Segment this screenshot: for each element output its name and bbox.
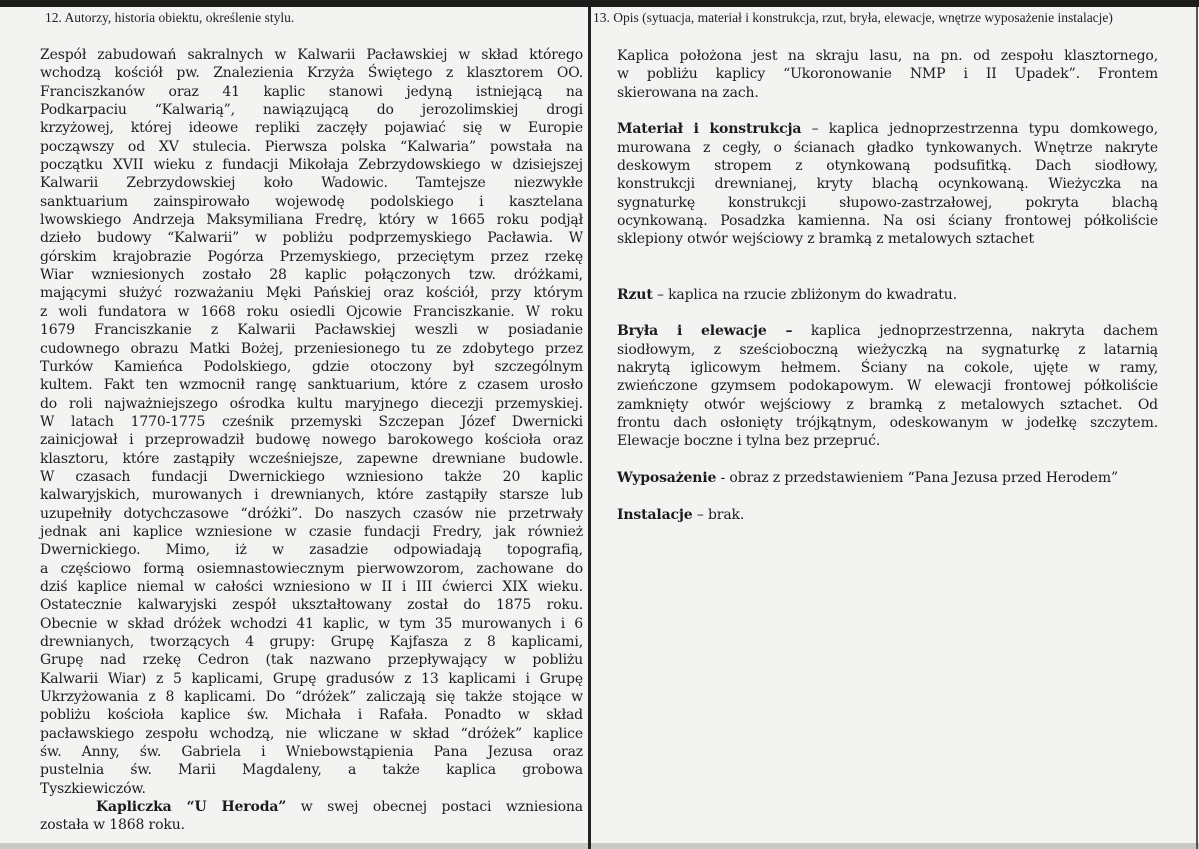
history-text-line <box>40 780 583 798</box>
line-text: sanktuarium zainspirowało wojewodę podolskiego i kasztelana <box>40 193 583 210</box>
column-divider <box>588 7 591 849</box>
line-text: – brak. <box>692 506 745 523</box>
blank-line <box>617 102 1158 120</box>
line-text: kaplica jednoprzestrzenna, nakryta dachem <box>792 323 1158 340</box>
line-text: – kaplica na rzucie zbliżonym do kwadratu. <box>652 286 957 303</box>
line-text: Dwernickiego. Mimo, iż w zasadzie odpowiadają topografią, <box>40 542 583 559</box>
line-text: krzyżowej, której ideowe repliki zaczęły pojawiać się w Europie <box>40 120 583 137</box>
blank-line <box>617 267 1158 285</box>
history-text-line <box>40 413 583 431</box>
section-12-heading: 12. Autorzy, historia obiektu, określenie stylu. <box>45 10 295 25</box>
description-text-line <box>617 194 1158 212</box>
description-text-line <box>617 120 1158 138</box>
line-text: lwowskiego Andrzeja Maksymiliana Fredrę, który w 1665 roku podjął <box>40 212 583 229</box>
history-text-line <box>40 340 583 358</box>
history-text-line <box>40 468 583 486</box>
bold-term: Bryła i elewacje – <box>617 323 793 340</box>
line-text: klasztoru, które zastąpiły wcześniejsze, zapewne drewniane budowle. <box>40 450 583 467</box>
line-text: Ukrzyżowania z 8 kaplicami. Do “dróżek” zaliczają się także stojące w <box>40 689 583 706</box>
line-text: murowana z cegły, o ścianach gładko tynkowanych. Wnętrze nakryte <box>617 139 1158 156</box>
line-text: Turków Kamieńca Podolskiego, gdzie otoczony był szczególnym <box>40 358 583 375</box>
line-text: mającymi służyć rozważaniu Męki Pańskiej oraz kościół, przy którym <box>40 285 583 302</box>
blank-line <box>617 304 1158 322</box>
history-text-line <box>40 523 583 541</box>
description-text-line <box>617 286 1158 304</box>
history-text-line <box>40 248 583 266</box>
line-text: Kaplica położona jest na skraju lasu, na pn. od zespołu klasztornego, <box>617 48 1158 64</box>
bold-term: Materiał i konstrukcja <box>617 121 802 138</box>
description-text-line <box>617 506 1158 524</box>
history-text-line <box>40 505 583 523</box>
history-text-line <box>40 725 583 743</box>
line-text: - obraz z przedstawieniem “Pana Jezusa przed Herodem” <box>716 470 1118 487</box>
line-text: górskim krajobrazie Pogórza Przemyskiego, przeciętym przez rzekę <box>40 248 583 265</box>
blank-line <box>617 249 1158 267</box>
description-text-line <box>617 322 1158 340</box>
description-text-line <box>617 230 1158 248</box>
history-text-line <box>40 615 583 633</box>
history-text-line <box>40 596 583 614</box>
history-text-line <box>40 541 583 559</box>
history-text-line <box>40 395 583 413</box>
description-text-line <box>617 84 1158 102</box>
line-text: Franciszkanów oraz 41 kaplic stanowi jedyną istniejącą na <box>40 83 583 100</box>
line-text: zamknięty otwór wejściowy z bramką z metalowych sztachet. Od <box>617 396 1158 413</box>
blank-line <box>617 487 1158 505</box>
line-text: św. Anny, św. Gabriela i Wniebowstąpienia Pana Jezusa oraz <box>40 744 583 761</box>
history-text-line <box>40 229 583 247</box>
history-text-line <box>40 211 583 229</box>
line-text: W czasach fundacji Dwernickiego wzniesiono także 20 kaplic <box>40 468 583 485</box>
line-text: dzieło budowy “Kalwarii” w pobliżu podprzemyskiego Pacławia. W <box>40 230 583 247</box>
line-text: pobliżu kościoła kaplice św. Michała i Rafała. Ponadto w skład <box>40 707 583 724</box>
history-text-line <box>40 156 583 174</box>
history-text-line <box>40 119 583 137</box>
bold-term: Instalacje <box>617 506 693 523</box>
line-text: deskowym stropem z otynkowaną podsufitką. Dach siodłowy, <box>617 158 1158 175</box>
line-text: cudownego obrazu Matki Bożej, przeniesionego tu ze zdobytego przez <box>40 340 583 357</box>
history-text-line <box>40 688 583 706</box>
history-text-line <box>40 174 583 192</box>
description-text-column <box>617 47 1158 524</box>
description-text-line <box>617 65 1158 83</box>
line-text: Zespół zabudowań sakralnych w Kalwarii Pacławskiej w skład którego <box>40 47 583 63</box>
history-text-line <box>40 64 583 82</box>
history-text-line <box>40 284 583 302</box>
history-text-line <box>40 670 583 688</box>
description-text-line <box>617 175 1158 193</box>
line-text: ocynkowaną. Posadzka kamienna. Na osi ściany frontowej półkoliście <box>617 213 1158 230</box>
scan-top-edge <box>0 0 1199 7</box>
line-text: Tyszkiewiczów. <box>40 780 146 797</box>
page-right-border <box>1196 7 1198 849</box>
description-text-line <box>617 432 1158 450</box>
history-text-line <box>40 560 583 578</box>
description-text-line <box>617 396 1158 414</box>
history-text-line <box>40 486 583 504</box>
description-text-line <box>617 377 1158 395</box>
history-text-line <box>40 633 583 651</box>
history-text-line <box>40 321 583 339</box>
history-text-line <box>40 761 583 779</box>
history-text-line <box>40 101 583 119</box>
history-text-line <box>40 266 583 284</box>
line-text: siodłowym, z sześcioboczną wieżyczką na sygnaturkę z latarnią <box>617 341 1158 358</box>
line-text: w pobliżu kaplicy “Ukoronowanie NMP i II Upadek”. Frontem <box>617 66 1158 83</box>
history-text-line <box>40 450 583 468</box>
line-text: kalwaryjskich, murowanych i drewnianych, które zastąpiły starsze lub <box>40 487 583 504</box>
description-text-line <box>617 359 1158 377</box>
history-text-line <box>40 651 583 669</box>
history-text-line <box>40 46 583 64</box>
history-text-line <box>40 358 583 376</box>
description-text-line <box>617 139 1158 157</box>
line-text: sklepiony otwór wejściowy z bramką z metalowych sztachet <box>617 231 1034 248</box>
blank-line <box>617 451 1158 469</box>
description-text-line <box>617 341 1158 359</box>
line-text: a częściowo formą osiemnastowiecznym pierwowzorom, zachowane do <box>40 560 583 577</box>
description-text-line <box>617 212 1158 230</box>
line-text: frontu dach osłonięty trójkątnym, odeskowanym w jodełkę szczytem. <box>617 415 1158 432</box>
description-text-line <box>617 47 1158 65</box>
line-text: do roli najważniejszego ośrodka kultu maryjnego diecezji przemyskiej. <box>40 395 583 412</box>
line-text: z woli fundatora w 1668 roku osiedli Ojcowie Franciszkanie. W roku <box>40 303 583 320</box>
line-text: jednak ani kaplice wzniesione w czasie fundacji Fredry, jak również <box>40 523 583 540</box>
line-text: skierowana na zach. <box>617 84 759 101</box>
history-text-line <box>40 816 583 834</box>
history-text-line <box>40 376 583 394</box>
history-text-line <box>40 706 583 724</box>
history-text-line <box>40 138 583 156</box>
line-text: początku XVII wieku z fundacji Mikołaja Zebrzydowskiego w dzisiejszej <box>40 157 583 174</box>
line-text: konstrukcji drewnianej, kryty blachą ocynkowaną. Wieżyczka na <box>617 176 1158 193</box>
description-text-line <box>617 469 1158 487</box>
line-text: drewnianych, tworzących 4 grupy: Grupę Kajfasza z 8 kaplicami, <box>40 634 583 650</box>
description-text-line <box>617 414 1158 432</box>
line-text: kultem. Fakt ten wzmocnił rangę sanktuarium, które z czasem urosło <box>40 377 583 394</box>
history-text-line <box>40 83 583 101</box>
line-text: Obecnie w skład dróżek wchodzi 41 kaplic, w tym 35 murowanych i 6 <box>40 615 583 632</box>
history-text-line <box>40 578 583 596</box>
line-text: zwieńczone gzymsem podokapowym. W elewacji frontowej półkoliście <box>617 378 1158 395</box>
line-text: sygnaturkę konstrukcji słupowo-zastrzałowej, pokryta blachą <box>617 194 1158 211</box>
line-text: zainicjował i przeprowadził budowę nowego barokowego kościoła oraz <box>40 432 583 449</box>
line-text: W latach 1770-1775 cześnik przemyski Szczepan Józef Dwernicki <box>40 413 583 430</box>
history-text-line <box>40 303 583 321</box>
history-text-line <box>40 431 583 449</box>
line-text: dziś kaplice niemal w całości wzniesiono w II i III ćwierci XIX wieku. <box>40 578 583 595</box>
line-text: Kalwarii Wiar) z 5 kaplicami, Grupę gradusów z 13 kaplicami i Grupę <box>40 670 583 687</box>
line-text: Grupę nad rzekę Cedron (tak nazwano przepływający w pobliżu <box>40 652 583 669</box>
scan-bottom-edge <box>0 843 1199 849</box>
line-text: Ostatecznie kalwaryjski zespół ukształtowany został do 1875 roku. <box>40 597 583 614</box>
bold-term: Kapliczka “U Heroda” <box>96 799 287 816</box>
line-text: została w 1868 roku. <box>40 817 185 834</box>
bold-term: Rzut <box>617 286 653 303</box>
line-text: pustelnia św. Marii Magdaleny, a także kaplica grobowa <box>40 762 583 779</box>
line-text: w swej obecnej postaci wzniesiona <box>286 799 583 816</box>
line-text: pacławskiego zespołu wchodzą, nie wliczane w skład “dróżek” kaplice <box>40 725 583 742</box>
history-text-line <box>40 743 583 761</box>
line-text: 1679 Franciszkanie z Kalwarii Pacławskiej weszli w posiadanie <box>40 322 583 339</box>
description-text-line <box>617 157 1158 175</box>
history-text-line <box>40 798 583 816</box>
line-text: począwszy od XV stulecia. Pierwsza polska “Kalwaria” powstała na <box>40 138 583 155</box>
line-text: – kaplica jednoprzestrzenna typu domkowego, <box>801 121 1159 138</box>
line-text: Wiar wzniesionych zostało 28 kaplic połączonych tzw. dróżkami, <box>40 267 583 284</box>
line-text: uzupełniły dotychczasowe “dróżki”. Do naszych czasów nie przetrwały <box>40 505 583 522</box>
line-text: wchodzą kościół pw. Znalezienia Krzyża Świętego z klasztorem OO. <box>40 65 583 82</box>
line-text: Kalwarii Zebrzydowskiej koło Wadowic. Tamtejsze niezwykłe <box>40 175 583 192</box>
bold-term: Wyposażenie <box>617 470 717 487</box>
line-text: nakrytą iglicowym hełmem. Ściany na cokole, ujęte w ramy, <box>617 360 1158 377</box>
history-text-line <box>40 193 583 211</box>
history-text-column <box>40 46 583 835</box>
section-13-heading: 13. Opis (sytuacja, materiał i konstrukcja, rzut, bryła, elewacje, wnętrze wyposażenie instalacje) <box>593 10 1113 25</box>
line-text: Podkarpaciu “Kalwarią”, nawiązującą do jerozolimskiej drogi <box>40 102 583 119</box>
line-text: Elewacje boczne i tylna bez przepruć. <box>617 433 881 450</box>
